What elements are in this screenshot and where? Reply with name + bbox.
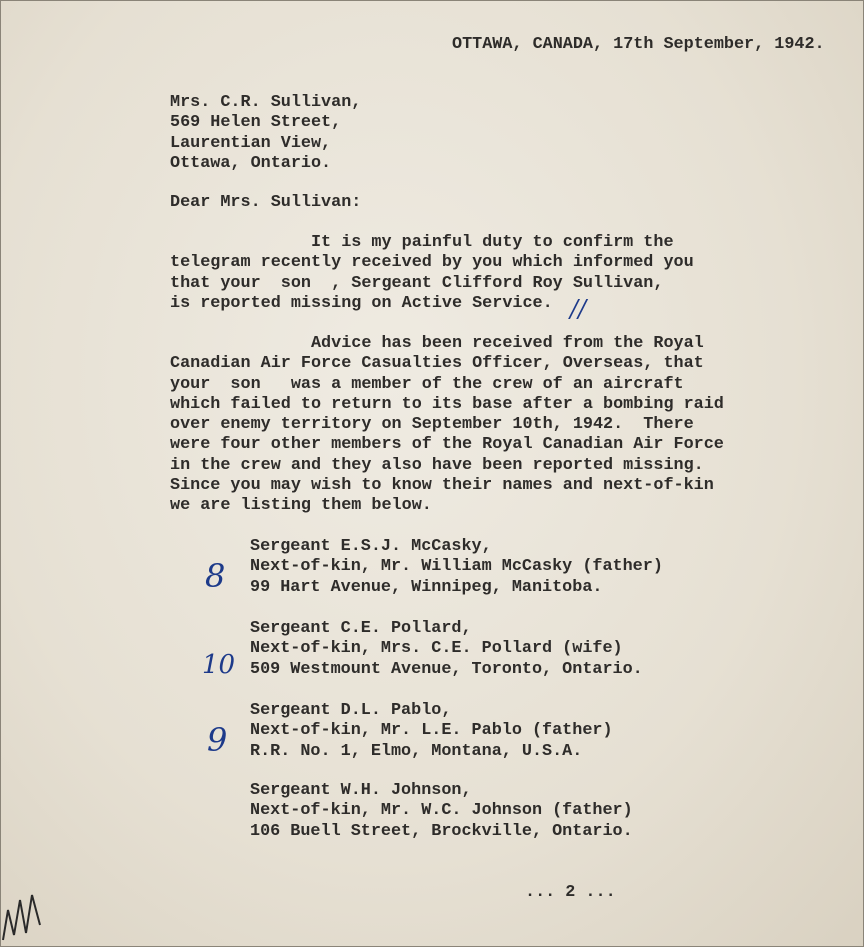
- text-line: Canadian Air Force Casualties Officer, Overseas, that: [170, 354, 704, 374]
- handwritten-number: 10: [202, 650, 236, 680]
- text-line: were four other members of the Royal Canadian Air Force: [170, 435, 724, 455]
- text-line: is reported missing on Active Service.: [170, 293, 553, 313]
- text-line: Advice has been received from the Royal: [170, 334, 704, 353]
- salutation: Dear Mrs. Sullivan:: [170, 193, 362, 212]
- crew-next-of-kin: Next-of-kin, Mr. William McCasky (father): [250, 557, 663, 577]
- crew-next-of-kin: Next-of-kin, Mrs. C.E. Pollard (wife): [250, 639, 623, 659]
- crew-next-of-kin: Next-of-kin, Mr. L.E. Pablo (father): [250, 721, 613, 741]
- crew-name: Sergeant C.E. Pollard,: [250, 619, 472, 638]
- crew-entry: [250, 701, 613, 762]
- text-line: over enemy territory on September 10th, 1942. There: [170, 415, 694, 435]
- handwritten-mark: //: [570, 295, 587, 323]
- handwritten-initials: [0, 885, 50, 945]
- text-line: your son was a member of the crew of an aircraft: [170, 374, 684, 394]
- crew-address: 106 Buell Street, Brockville, Ontario.: [250, 821, 633, 841]
- crew-address: R.R. No. 1, Elmo, Montana, U.S.A.: [250, 741, 583, 761]
- text-line: telegram recently received by you which informed you: [170, 253, 694, 273]
- crew-name: Sergeant W.H. Johnson,: [250, 781, 472, 800]
- crew-entry: [250, 537, 663, 598]
- recipient-address: [170, 93, 361, 174]
- paragraph-2: [170, 334, 724, 517]
- crew-entry: [250, 781, 633, 842]
- text-line: which failed to return to its base after a bombing raid: [170, 394, 724, 414]
- address-line: Laurentian View,: [170, 133, 332, 153]
- text-line: It is my painful duty to confirm the: [170, 233, 674, 252]
- handwritten-number: 8: [205, 557, 226, 595]
- crew-address: 509 Westmount Avenue, Toronto, Ontario.: [250, 659, 643, 679]
- address-line: Ottawa, Ontario.: [170, 153, 332, 173]
- text-line: in the crew and they also have been reported missing.: [170, 455, 704, 475]
- text-line: Since you may wish to know their names and next-of-kin: [170, 476, 714, 496]
- crew-address: 99 Hart Avenue, Winnipeg, Manitoba.: [250, 577, 603, 597]
- crew-name: Sergeant E.S.J. McCasky,: [250, 537, 492, 556]
- address-line: Mrs. C.R. Sullivan,: [170, 93, 362, 112]
- crew-name: Sergeant D.L. Pablo,: [250, 701, 452, 720]
- crew-entry: [250, 619, 643, 680]
- crew-next-of-kin: Next-of-kin, Mr. W.C. Johnson (father): [250, 801, 633, 821]
- handwritten-number: 9: [207, 721, 228, 759]
- dateline: OTTAWA, CANADA, 17th September, 1942.: [452, 35, 825, 54]
- page-marker: ... 2 ...: [525, 883, 616, 902]
- text-line: we are listing them below.: [170, 496, 432, 516]
- address-line: 569 Helen Street,: [170, 113, 342, 133]
- text-line: that your son , Sergeant Clifford Roy Sullivan,: [170, 273, 664, 293]
- paragraph-1: [170, 233, 694, 314]
